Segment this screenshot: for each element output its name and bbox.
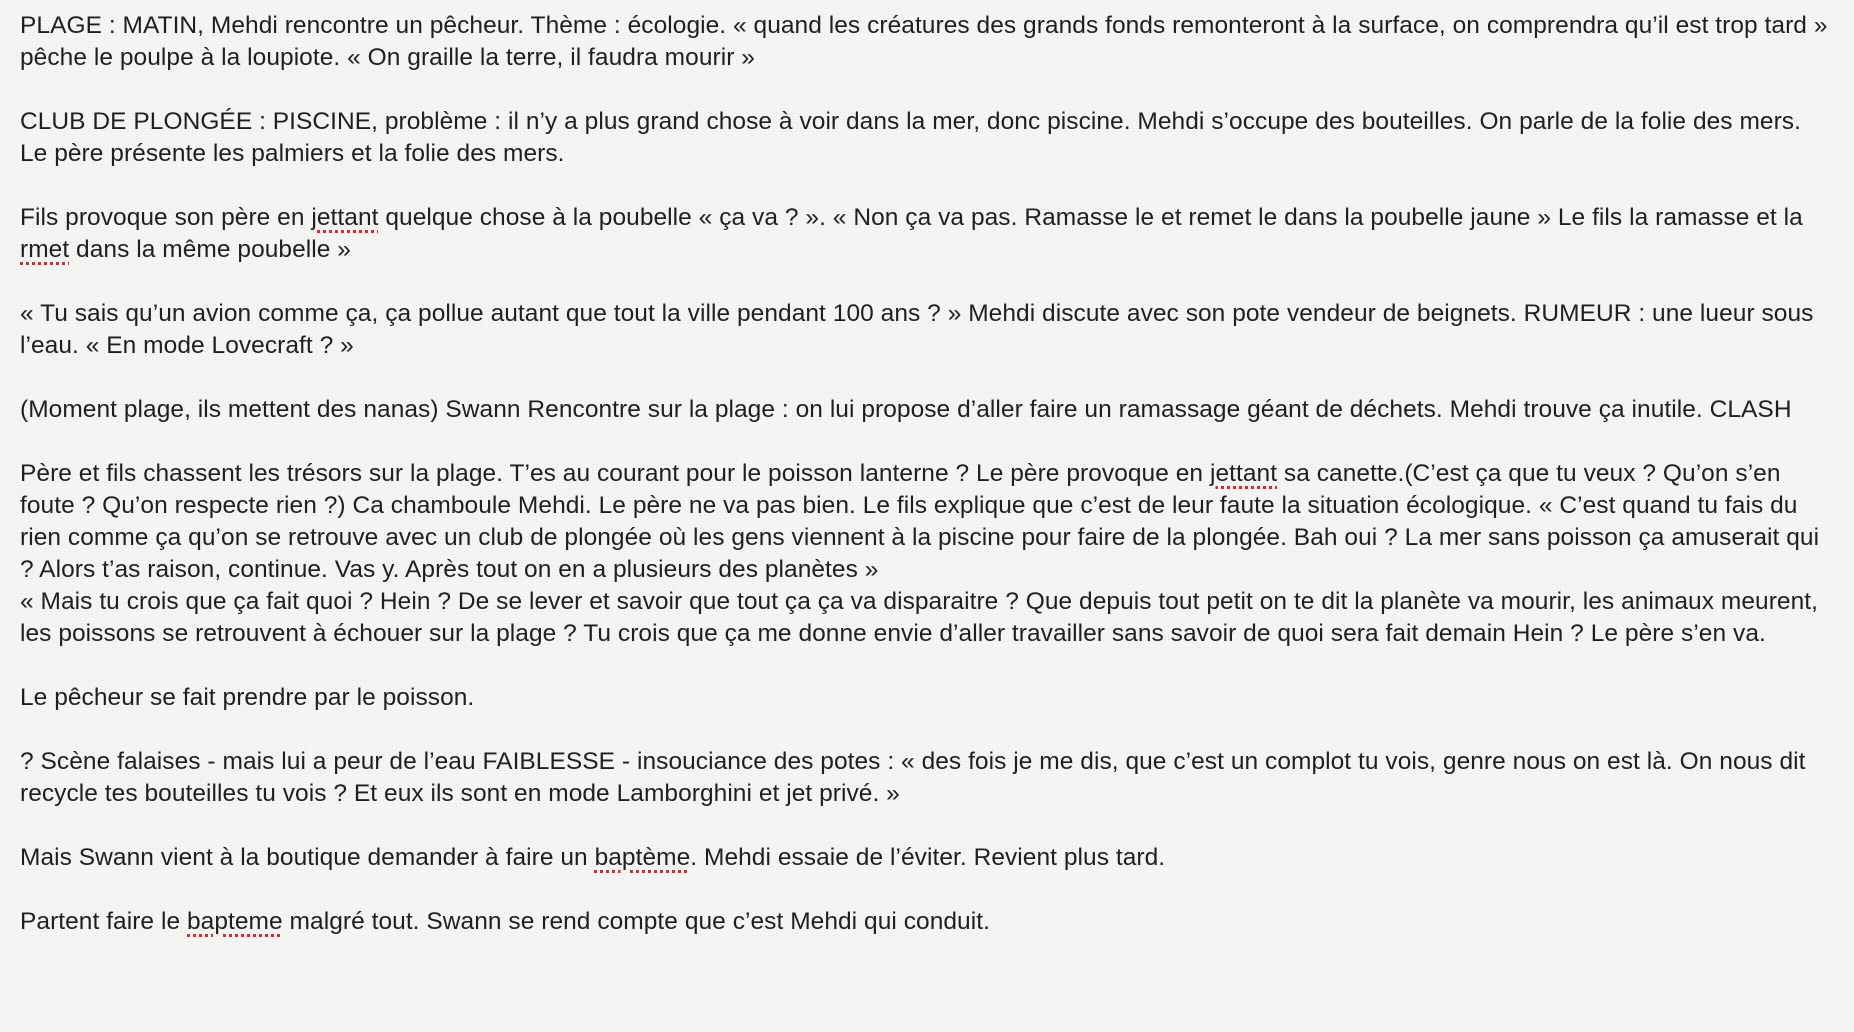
text-run: (Moment plage, ils mettent des nanas) Swann Rencontre sur la plage : on lui propose d’aller faire un ramassage géant de déchets. Mehdi trouve ça inutile. CLASH [20,396,1792,423]
paragraph[interactable] [20,906,1832,938]
text-run: Le pêcheur se fait prendre par le poisson. [20,684,475,711]
misspelled-word[interactable]: jettant [1209,460,1278,487]
text-run: ? Scène falaises - mais lui a peur de l’eau FAIBLESSE - insouciance des potes : « des fois je me dis, que c’est un complot tu vois, genre nous on est là. On nous dit recycle tes bouteilles tu vois ? Et eux ils sont en mode Lamborghini et jet privé. » [20,748,1806,807]
text-run: « Tu sais qu’un avion comme ça, ça pollue autant que tout la ville pendant 100 ans ? » Mehdi discute avec son pote vendeur de beignets. RUMEUR : une lueur sous l’eau. « En mode Lovecraft ? » [20,300,1814,359]
misspelled-word[interactable]: baptème [594,844,691,871]
text-run: dans la même poubelle » [69,236,351,263]
text-run: PLAGE : MATIN, Mehdi rencontre un pêcheur. Thème : écologie. « quand les créatures des grands fonds remonteront à la surface, on comprendra qu’il est trop tard » pêche le poulpe à la loupiote. « On graille la terre, il faudra mourir » [20,12,1828,71]
text-run: malgré tout. Swann se rend compte que c’est Mehdi qui conduit. [282,908,990,935]
paragraph[interactable] [20,682,1832,714]
text-run: « Mais tu crois que ça fait quoi ? Hein ? De se lever et savoir que tout ça ça va disparaitre ? Que depuis tout petit on te dit la planète va mourir, les animaux meurent, les poissons se retrouvent à échouer sur la plage ? Tu crois que ça me donne envie d’aller travailler sans savoir de quoi sera fait demain Hein ? Le père s’en va. [20,588,1818,647]
paragraph[interactable] [20,10,1832,74]
paragraph[interactable] [20,298,1832,362]
text-run: Fils provoque son père en [20,204,312,231]
paragraph[interactable] [20,586,1832,650]
paragraph[interactable] [20,394,1832,426]
text-run: Mais Swann vient à la boutique demander à faire un [20,844,595,871]
paragraph[interactable] [20,842,1832,874]
text-run: . Mehdi essaie de l’éviter. Revient plus tard. [690,844,1166,871]
document-body[interactable] [20,10,1832,970]
text-run: sa canette.(C’est ça que tu veux ? Qu’on s’en foute ? Qu’on respecte rien ?) Ca chamboule Mehdi. Le père ne va pas bien. Le fils explique que c’est de leur faute la situation écologique. « C’est quand tu fais du rien comme ça qu’on se retrouve avec un club de plongée où les gens viennent à la piscine pour faire de la plongée. Bah oui ? La mer sans poisson ça amuserait qui ? Alors t’as raison, continue. Vas y. Après tout on en a plusieurs des planètes » [20,460,1820,583]
misspelled-word[interactable]: rmet [20,236,70,263]
misspelled-word[interactable]: bapteme [187,908,283,935]
text-run: Père et fils chassent les trésors sur la plage. T’es au courant pour le poisson lanterne ? Le père provoque en [20,460,1210,487]
text-run: Partent faire le [20,908,187,935]
text-run: CLUB DE PLONGÉE : PISCINE, problème : il n’y a plus grand chose à voir dans la mer, donc piscine. Mehdi s’occupe des bouteilles. On parle de la folie des mers. Le père présente les palmiers et la folie des mers. [20,108,1801,167]
paragraph[interactable] [20,746,1832,810]
text-run: quelque chose à la poubelle « ça va ? ». « Non ça va pas. Ramasse le et remet le dans la poubelle jaune » Le fils la ramasse et la [378,204,1803,231]
paragraph[interactable] [20,202,1832,266]
paragraph[interactable] [20,106,1832,170]
paragraph[interactable] [20,458,1832,586]
misspelled-word[interactable]: jettant [311,204,379,231]
